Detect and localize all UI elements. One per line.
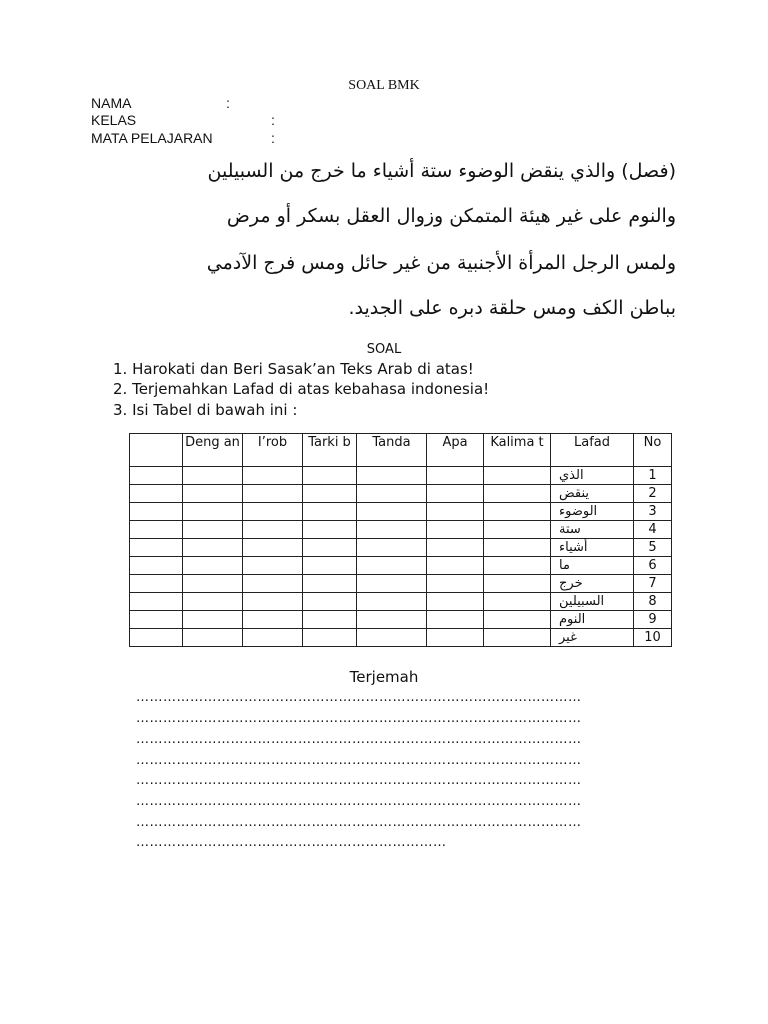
table-answer-cell[interactable] <box>243 629 303 647</box>
table-answer-cell[interactable] <box>183 575 243 593</box>
table-answer-cell[interactable] <box>130 593 183 611</box>
row-number-cell: 8 <box>634 593 672 611</box>
lafad-cell: خرج <box>551 575 634 593</box>
table-row <box>130 539 672 557</box>
terjemah-dotted-line[interactable]: ……………………………………………………………………………………… <box>136 815 582 830</box>
table-answer-cell[interactable] <box>243 593 303 611</box>
table-answer-cell[interactable] <box>303 539 357 557</box>
table-answer-cell[interactable] <box>484 539 551 557</box>
table-row <box>130 485 672 503</box>
table-answer-cell[interactable] <box>243 521 303 539</box>
lafad-cell: غير <box>551 629 634 647</box>
table-answer-cell[interactable] <box>183 503 243 521</box>
terjemah-dotted-line[interactable]: ……………………………………………………………………………………… <box>136 753 582 768</box>
table-answer-cell[interactable] <box>183 539 243 557</box>
header-lafad: Lafad <box>551 434 634 467</box>
table-answer-cell[interactable] <box>130 485 183 503</box>
lafad-cell: أشياء <box>551 539 634 557</box>
terjemah-dotted-line[interactable]: ……………………………………………………………………………………… <box>136 732 582 747</box>
table-answer-cell[interactable] <box>303 575 357 593</box>
field-colon-kelas: : <box>271 112 275 128</box>
table-answer-cell[interactable] <box>484 503 551 521</box>
table-row <box>130 467 672 485</box>
question-3: 3. Isi Tabel di bawah ini : <box>113 401 298 419</box>
terjemah-dotted-line[interactable]: ……………………………………………………………………………………… <box>136 794 582 809</box>
table-answer-cell[interactable] <box>484 575 551 593</box>
terjemah-dotted-line[interactable]: ……………………………………………………………………………………… <box>136 711 582 726</box>
table-answer-cell[interactable] <box>357 575 427 593</box>
row-number-cell: 9 <box>634 611 672 629</box>
table-answer-cell[interactable] <box>183 485 243 503</box>
table-answer-cell[interactable] <box>357 629 427 647</box>
terjemah-dotted-line[interactable]: …………………………………………………………… <box>136 835 447 850</box>
table-answer-cell[interactable] <box>303 629 357 647</box>
table-answer-cell[interactable] <box>357 467 427 485</box>
soal-heading: SOAL <box>366 342 402 357</box>
row-number-cell: 5 <box>634 539 672 557</box>
table-answer-cell[interactable] <box>303 611 357 629</box>
table-answer-cell[interactable] <box>183 611 243 629</box>
terjemah-heading: Terjemah <box>349 668 419 686</box>
lafad-cell: ما <box>551 557 634 575</box>
table-answer-cell[interactable] <box>357 611 427 629</box>
table-answer-cell[interactable] <box>243 557 303 575</box>
header-tanda: Tanda <box>357 434 427 467</box>
arabic-line-3: ولمس الرجل المرأة الأجنبية من غير حائل ومس فرج الآدمي <box>206 252 676 274</box>
table-answer-cell[interactable] <box>427 557 484 575</box>
terjemah-dotted-line[interactable]: ……………………………………………………………………………………… <box>136 773 582 788</box>
arabic-line-1: (فصل) والذي ينقض الوضوء ستة أشياء ما خرج من السبيلين <box>207 160 676 182</box>
table-answer-cell[interactable] <box>243 503 303 521</box>
table-answer-cell[interactable] <box>427 629 484 647</box>
table-answer-cell[interactable] <box>427 467 484 485</box>
row-number-cell: 7 <box>634 575 672 593</box>
table-answer-cell[interactable] <box>130 575 183 593</box>
table-answer-cell[interactable] <box>243 467 303 485</box>
arabic-line-2: والنوم على غير هيئة المتمكن وزوال العقل بسكر أو مرض <box>226 205 676 227</box>
arabic-line-4: بباطن الكف ومس حلقة دبره على الجديد. <box>348 297 676 319</box>
table-answer-cell[interactable] <box>243 611 303 629</box>
header-apa: Apa <box>427 434 484 467</box>
header-irob: I’rob <box>243 434 303 467</box>
field-label-nama: NAMA <box>91 95 132 111</box>
field-label-mata-pelajaran: MATA PELAJARAN <box>91 130 213 146</box>
table-answer-cell[interactable] <box>427 575 484 593</box>
table-answer-cell[interactable] <box>183 521 243 539</box>
table-row <box>130 557 672 575</box>
lafad-cell: ينقض <box>551 485 634 503</box>
table-answer-cell[interactable] <box>130 521 183 539</box>
table-answer-cell[interactable] <box>357 503 427 521</box>
table-answer-cell[interactable] <box>427 539 484 557</box>
table-answer-cell[interactable] <box>357 485 427 503</box>
lafad-cell: ستة <box>551 521 634 539</box>
table-answer-cell[interactable] <box>357 593 427 611</box>
table-answer-cell[interactable] <box>484 521 551 539</box>
table-answer-cell[interactable] <box>303 467 357 485</box>
question-2: 2. Terjemahkan Lafad di atas kebahasa indonesia! <box>113 380 490 398</box>
table-answer-cell[interactable] <box>427 485 484 503</box>
table-row <box>130 593 672 611</box>
table-answer-cell[interactable] <box>357 539 427 557</box>
row-number-cell: 1 <box>634 467 672 485</box>
table-answer-cell[interactable] <box>427 611 484 629</box>
question-1: 1. Harokati dan Beri Sasak’an Teks Arab di atas! <box>113 360 474 378</box>
table-answer-cell[interactable] <box>183 557 243 575</box>
row-number-cell: 10 <box>634 629 672 647</box>
analysis-table <box>129 433 672 647</box>
lafad-cell: السبيلين <box>551 593 634 611</box>
table-answer-cell[interactable] <box>427 521 484 539</box>
table-answer-cell[interactable] <box>130 467 183 485</box>
table-answer-cell[interactable] <box>183 629 243 647</box>
table-answer-cell[interactable] <box>427 503 484 521</box>
table-answer-cell[interactable] <box>243 539 303 557</box>
table-answer-cell[interactable] <box>130 539 183 557</box>
table-header-row <box>130 434 672 467</box>
header-tarkib: Tarki b <box>303 434 357 467</box>
table-answer-cell[interactable] <box>357 521 427 539</box>
table-answer-cell[interactable] <box>484 593 551 611</box>
table-answer-cell[interactable] <box>303 521 357 539</box>
table-answer-cell[interactable] <box>484 557 551 575</box>
table-answer-cell[interactable] <box>183 467 243 485</box>
lafad-cell: النوم <box>551 611 634 629</box>
terjemah-dotted-line[interactable]: ……………………………………………………………………………………… <box>136 690 582 705</box>
field-colon-mata-pelajaran: : <box>271 130 275 146</box>
table-row <box>130 521 672 539</box>
table-answer-cell[interactable] <box>484 629 551 647</box>
header-kalimat: Kalima t <box>484 434 551 467</box>
table-answer-cell[interactable] <box>484 611 551 629</box>
table-answer-cell[interactable] <box>243 575 303 593</box>
table-answer-cell[interactable] <box>130 503 183 521</box>
row-number-cell: 2 <box>634 485 672 503</box>
row-number-cell: 4 <box>634 521 672 539</box>
header-dengan: Deng an <box>183 434 243 467</box>
document-title: SOAL BMK <box>348 78 420 93</box>
table-answer-cell[interactable] <box>183 593 243 611</box>
row-number-cell: 3 <box>634 503 672 521</box>
table-body <box>130 467 672 647</box>
table-answer-cell[interactable] <box>357 557 427 575</box>
field-colon-nama: : <box>226 95 230 111</box>
table-row <box>130 629 672 647</box>
table-row <box>130 611 672 629</box>
table-answer-cell[interactable] <box>243 485 303 503</box>
table-answer-cell[interactable] <box>484 467 551 485</box>
table-answer-cell[interactable] <box>130 629 183 647</box>
row-number-cell: 6 <box>634 557 672 575</box>
table-answer-cell[interactable] <box>427 593 484 611</box>
header-no: No <box>634 434 672 467</box>
lafad-cell: الذي <box>551 467 634 485</box>
table-answer-cell[interactable] <box>303 485 357 503</box>
table-answer-cell[interactable] <box>130 611 183 629</box>
table-answer-cell[interactable] <box>130 557 183 575</box>
table-row <box>130 575 672 593</box>
table-answer-cell[interactable] <box>484 485 551 503</box>
table-answer-cell[interactable] <box>303 557 357 575</box>
lafad-cell: الوضوء <box>551 503 634 521</box>
field-label-kelas: KELAS <box>91 112 137 128</box>
table-row <box>130 503 672 521</box>
table-answer-cell[interactable] <box>303 593 357 611</box>
table-answer-cell[interactable] <box>303 503 357 521</box>
header-blank <box>130 434 183 467</box>
